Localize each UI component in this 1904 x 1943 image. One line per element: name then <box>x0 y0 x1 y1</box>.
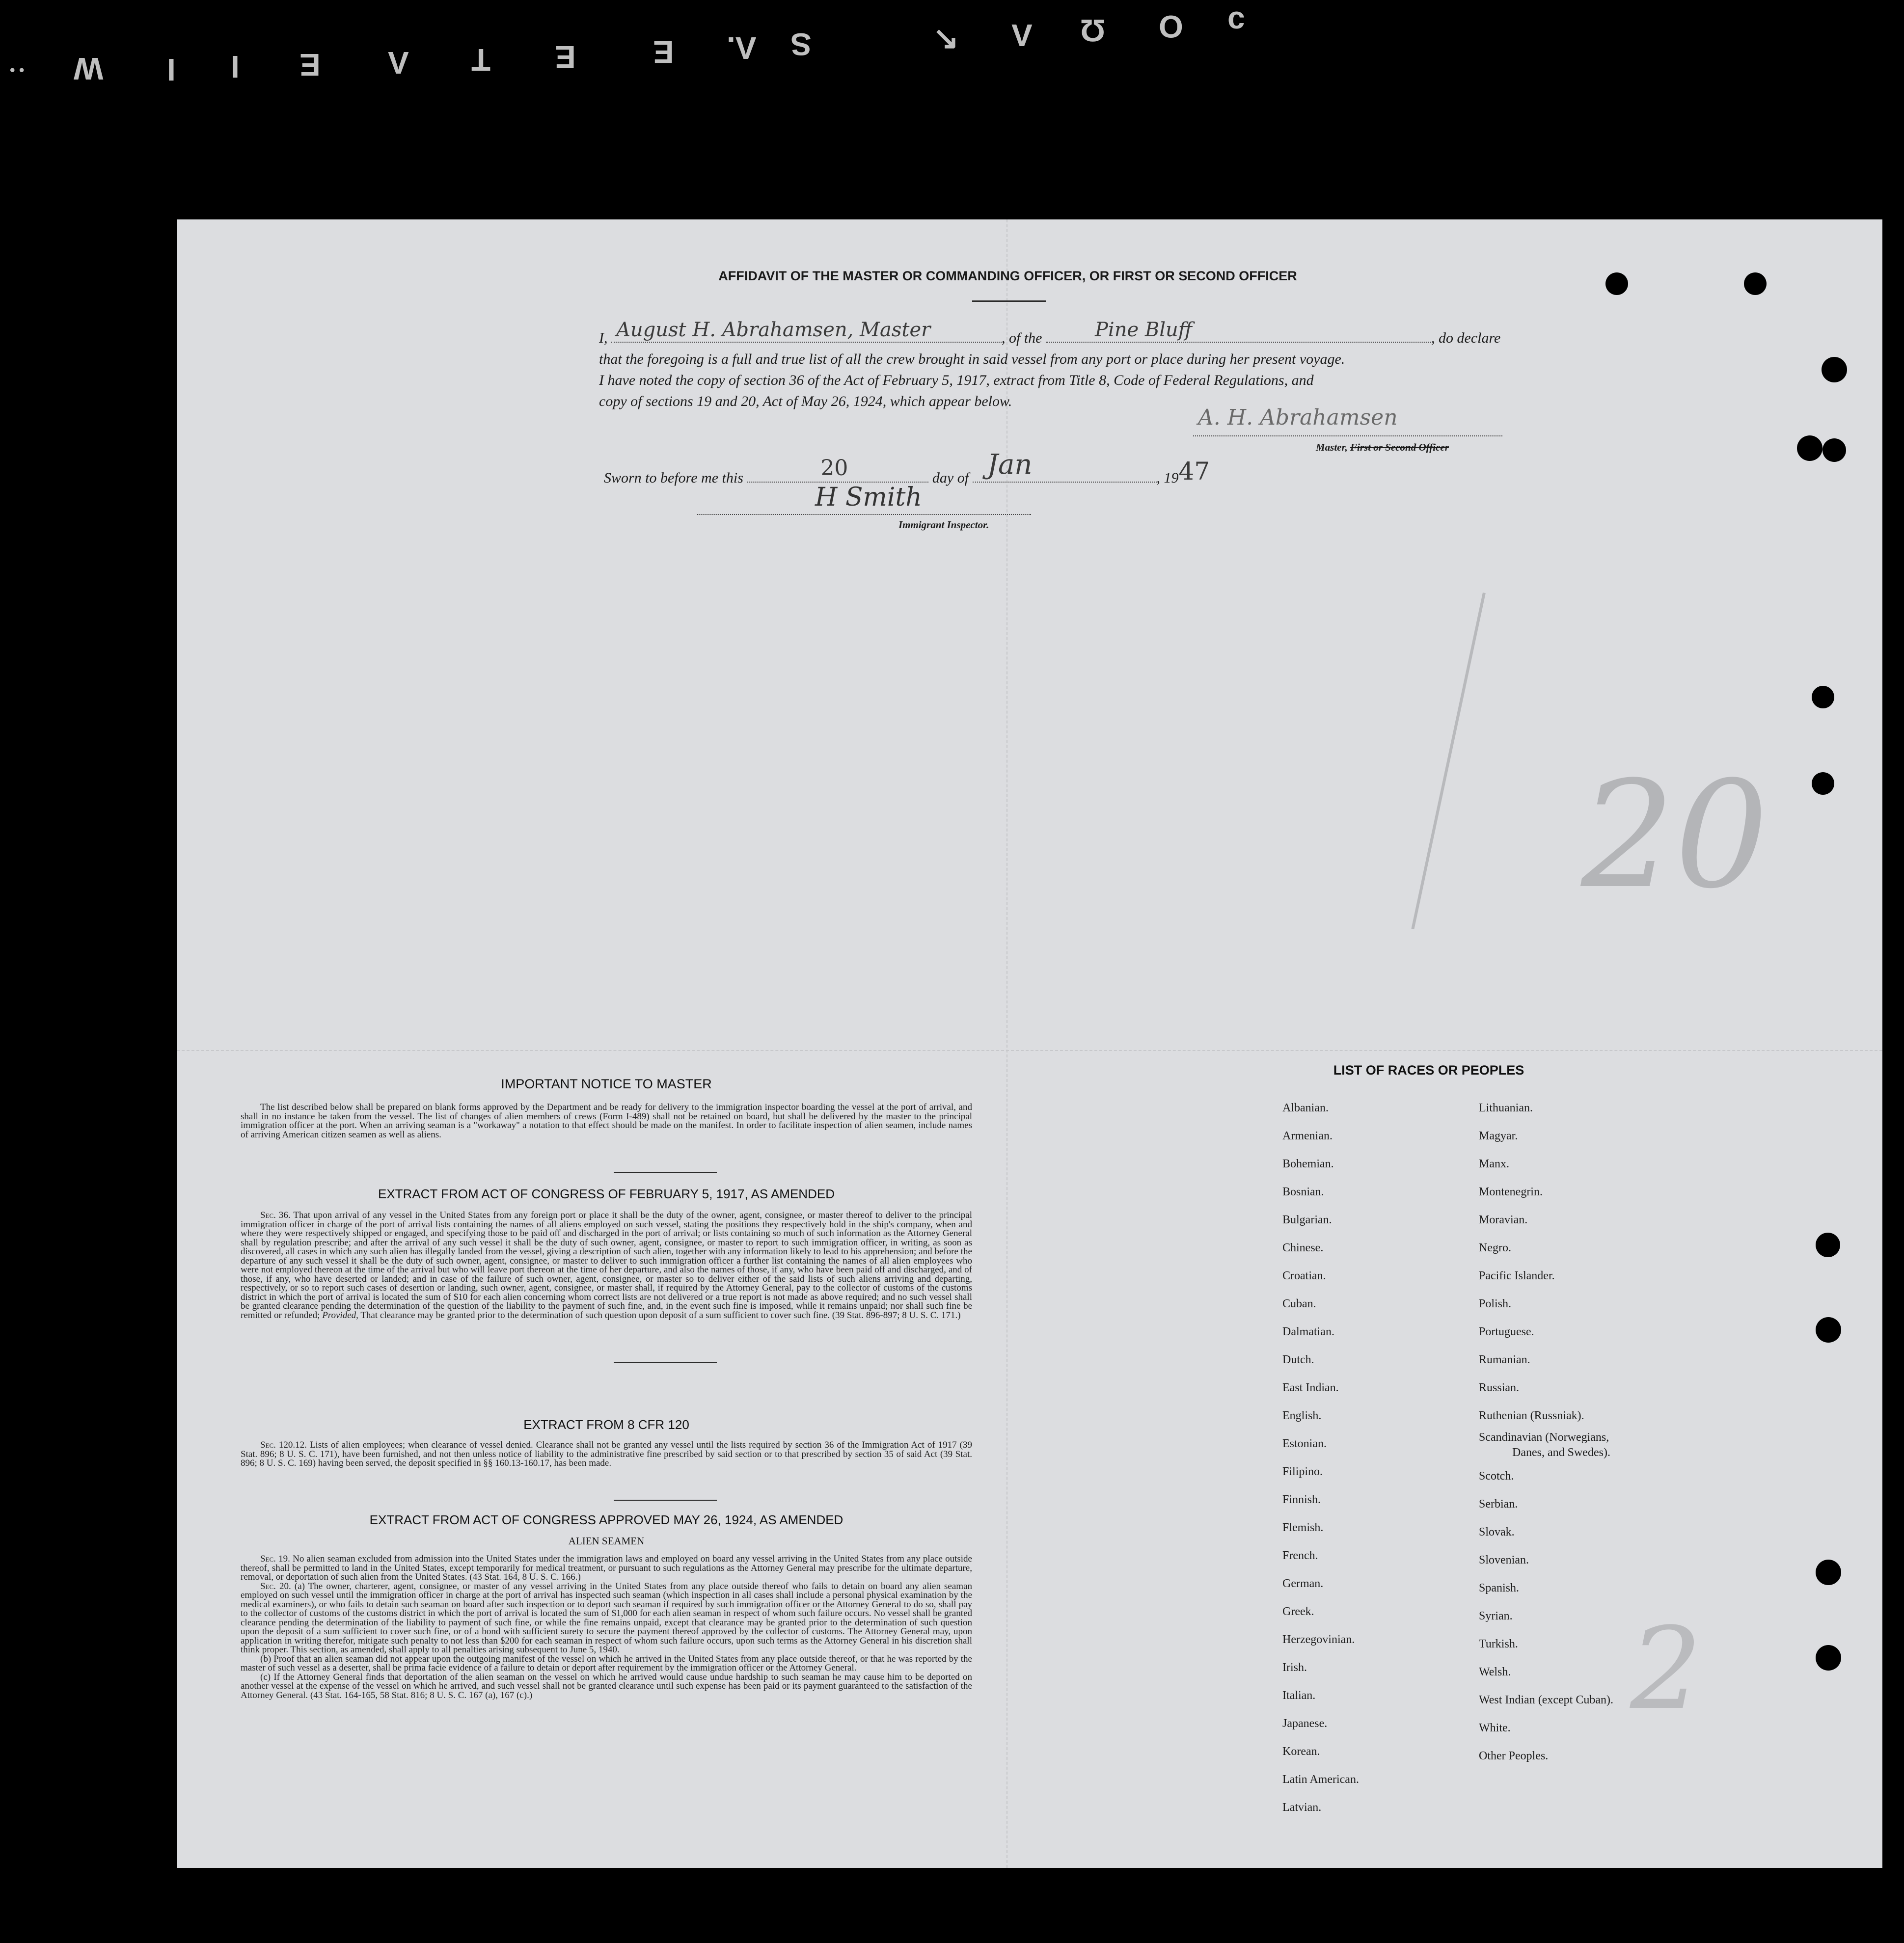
race-item: Croatian. <box>1282 1269 1326 1282</box>
affidavit-line-4: copy of sections 19 and 20, Act of May 26, 1924, which appear below. <box>599 393 1012 409</box>
race-item: Moravian. <box>1479 1214 1528 1226</box>
year-prefix: , 19 <box>1156 470 1179 486</box>
master-name-blank <box>611 319 1002 343</box>
extract-cfr-rule <box>614 1500 717 1501</box>
scan-mark: Λ. <box>727 30 757 66</box>
affidavit-line-3: I have noted the copy of section 36 of the Act of February 5, 1917, extract from Title 8, Code of Federal Regulations, and <box>599 372 1314 388</box>
vessel-name-handwritten: Pine Bluff <box>1095 319 1193 341</box>
race-item: Albanian. <box>1282 1102 1329 1114</box>
races-title: LIST OF RACES OR PEOPLES <box>1333 1063 1524 1078</box>
do-declare-label: , do declare <box>1431 330 1501 346</box>
punch-hole <box>1812 772 1834 795</box>
extract-1917-rule <box>614 1362 717 1363</box>
race-item: Bulgarian. <box>1282 1214 1332 1226</box>
punch-hole <box>1816 1645 1841 1671</box>
race-item: Flemish. <box>1282 1521 1324 1534</box>
punch-hole <box>1744 272 1767 295</box>
inspector-label: Immigrant Inspector. <box>898 519 989 531</box>
race-item: Dalmatian. <box>1282 1325 1334 1338</box>
notice-title: IMPORTANT NOTICE TO MASTER <box>501 1077 712 1091</box>
race-item-line: Scandinavian (Norwegians, <box>1479 1431 1609 1444</box>
sec-20a-text: (a) The owner, charterer, agent, consignee, or master of any vessel arriving in the United States from any place outside thereof who fails to detain on board any alien seaman employed on such vessel until the immigration officer in charge at the port of arrival has inspected such seaman (which inspection in all cases shall include a personal physical examination by the medical examiners), or who fails to detain such seaman on board after such inspection or to deport such seaman if required by such immigration officer or the Attorney General to do so, shall pay to the collector of customs of the customs district in which the port of arrival is located the sum of $1,000 for each alien seaman in respect of whom such failure occurs. No vessel shall be granted clearance pending the determination of the liability to payment of such fine, or while the fine remains unpaid, except that clearance may be granted prior to the determination of such question upon the deposit of a sum sufficient to cover such fine, or of a bond with sufficient surety to secure the payment thereof approved by the collector of customs. The Attorney General may, upon application in writing therefor, mitigate such penalty to not less than $200 for each seaman in respect of whom such failure occurs, upon such terms as the Attorney General in his discretion shall think proper. This section, as amended, shall apply to all penalties arising subsequent to June 5, 1940. <box>241 1581 973 1655</box>
scan-header-marks <box>0 0 1904 206</box>
race-item <box>1479 1430 1613 1462</box>
year-handwritten: 47 <box>1178 457 1210 486</box>
affidavit-line-2: that the foregoing is a full and true list of all the crew brought in said vessel from any port or place during her present voyage. <box>599 351 1345 367</box>
scan-mark: T <box>471 42 491 78</box>
sec-36-text: That upon arrival of any vessel in the United States from any foreign port or place it shall be the duty of the owner, agent, consignee, or master thereof to deliver to the principal immigration officer in charge of the port of arrival lists containing the names of all aliens employed on such vessel, stating the positions they respectively hold in the ship's company, when and where they were respectively shipped or engaged, and specifying those to be paid off and discharged in the port of arrival; or lists containing so much of such information as the Attorney General shall by regulation prescribe; and after the arrival of any such vessel it shall be the duty of such owner, agent, consignee, or master to report to such immigration officer, in writing, as soon as discovered, all cases in which any such alien has illegally landed from the vessel, giving a description of such alien, together with any information likely to lead to his apprehension; and before the departure of any such vessel it shall be the duty of such owner, agent, consignee, or master to deliver to such immigration officer a further list containing the names of all alien employees who were not employed thereon at the time of the arrival but who will leave port thereon at the time of her departure, and also the names of those, if any, who have been paid off and discharged, and of those, if any, who have deserted or landed; and in case of the failure of such owner, agent, consignee, or master so to deliver either of the said lists of such aliens arriving and departing, respectively, or so to report such cases of desertion or landing, such owner, agent, consignee, or master shall, if required by the Attorney General, pay to the collector of customs of the customs district in which the port of arrival is located the sum of $10 for each alien concerning whom correct lists are not delivered or a true report is not made as above required; and no such vessel shall be granted clearance pending the determination of the question of the liability to the payment of such fine, and, in the event such fine is imposed, while it remains unpaid; nor shall such fine be remitted or refunded; <box>241 1210 972 1321</box>
form-page <box>177 219 1882 1868</box>
proviso-word: Provided, <box>322 1310 358 1321</box>
race-item: Cuban. <box>1282 1297 1316 1310</box>
scan-mark: I <box>167 52 176 87</box>
extract-cfr-text <box>241 1441 972 1468</box>
race-item: Spanish. <box>1479 1582 1520 1594</box>
extract-cfr-paragraph <box>241 1441 972 1468</box>
punch-hole <box>1605 272 1628 295</box>
race-item: Filipino. <box>1282 1465 1323 1478</box>
race-item: Greek. <box>1282 1605 1314 1618</box>
scan-mark: S <box>790 27 812 62</box>
scan-mark: ↄ <box>1227 5 1245 40</box>
scan-mark: • • <box>10 62 25 78</box>
sworn-label: Sworn to before me this <box>604 470 743 486</box>
extract-1924-title: EXTRACT FROM ACT OF CONGRESS APPROVED MAY 26, 1924, AS AMENDED <box>369 1512 843 1527</box>
sec-20-label: Sec. 20. <box>260 1581 291 1592</box>
race-item: Slovak. <box>1479 1526 1515 1538</box>
sec-120-label: Sec. 120.12. <box>260 1440 307 1450</box>
extract-1917-paragraph <box>241 1211 972 1320</box>
scan-mark: ↖ <box>933 23 959 58</box>
race-item: Estonian. <box>1282 1437 1327 1450</box>
title-rule <box>972 300 1046 302</box>
punch-hole <box>1822 438 1846 462</box>
punch-hole <box>1816 1560 1841 1585</box>
races-column-2 <box>1479 1094 1613 1770</box>
race-item: Korean. <box>1282 1745 1320 1758</box>
scan-mark: E <box>555 39 576 75</box>
day-of-label: day of <box>932 470 969 486</box>
punch-hole <box>1816 1233 1840 1257</box>
extract-1917-text <box>241 1211 972 1320</box>
race-item: French. <box>1282 1549 1318 1562</box>
race-item: Syrian. <box>1479 1610 1513 1622</box>
race-item: Welsh. <box>1479 1666 1511 1678</box>
month-handwritten: Jan <box>987 449 1033 481</box>
race-item: Latin American. <box>1282 1773 1359 1786</box>
race-item: Turkish. <box>1479 1638 1518 1650</box>
extract-cfr-title: EXTRACT FROM 8 CFR 120 <box>523 1417 689 1432</box>
sec-19-paragraph <box>241 1555 972 1582</box>
master-signature-line <box>1193 435 1502 436</box>
race-item: Lithuanian. <box>1479 1102 1533 1114</box>
notice-rule <box>614 1172 717 1173</box>
race-item: Portuguese. <box>1479 1325 1534 1338</box>
sec-19-text: No alien seaman excluded from admission into the United States under the immigration laws and employed on board any vessel arriving in the United States from any place outside thereof, shall be permitted to land in the United States, except temporarily for medical treatment, or pursuant to such regulations as the Attorney General may prescribe for the ultimate departure, removal, or deportation of such alien from the United States. (43 Stat. 164, 8 U. S. C. 166.) <box>241 1554 972 1582</box>
race-item: German. <box>1282 1577 1324 1590</box>
race-item: Bosnian. <box>1282 1186 1324 1198</box>
race-item: Manx. <box>1479 1158 1509 1170</box>
race-item: Japanese. <box>1282 1717 1328 1730</box>
race-item: Slovenian. <box>1479 1554 1529 1566</box>
race-item: Magyar. <box>1479 1130 1518 1142</box>
affidavit-title: AFFIDAVIT OF THE MASTER OR COMMANDING OFFICER, OR FIRST OR SECOND OFFICER <box>718 269 1297 283</box>
master-title-label <box>1316 441 1449 454</box>
pencil-corner-mark: 2 <box>1630 1604 1702 1735</box>
sec-19-label: Sec. 19. <box>260 1554 290 1564</box>
race-item: Negro. <box>1479 1241 1511 1254</box>
day-blank <box>747 456 928 483</box>
of-the-label: , of the <box>1002 330 1042 346</box>
race-item: Montenegrin. <box>1479 1186 1543 1198</box>
scan-mark: W <box>74 51 104 86</box>
pencil-slash <box>1411 593 1485 929</box>
race-item: Latvian. <box>1282 1801 1322 1814</box>
extract-1924-text <box>241 1555 972 1700</box>
pronoun: I, <box>599 330 608 346</box>
notice-paragraph: The list described below shall be prepared on blank forms approved by the Department and be ready for delivery to the immigration inspector boarding the vessel at the port of arrival, and shall in no instance be taken from the vessel. The list of changes of alien members of crews (Form I-489) shall not be retained on board, but shall be delivered by the master to the principal immigration officer at the port. When an arriving seaman is a "workaway" a notation to that effect should be made on the manifest. In order to facilitate inspection of alien seamen, include names of arriving American citizen seamen as well as aliens. <box>241 1102 972 1140</box>
day-handwritten: 20 <box>820 456 848 481</box>
race-item: Scotch. <box>1479 1470 1514 1483</box>
race-item: Ruthenian (Russniak). <box>1479 1409 1584 1422</box>
sec-120-text: Lists of alien employees; when clearance of vessel denied. Clearance shall not be granted any vessel until the lists required by section 36 of the Immigration Act of 1917 (39 Stat. 896; 8 U. S. C. 171), have been furnished, and not then unless notice of liability to the administrative fine prescribed by said section or to that prescribed by section 35 of said Act (39 Stat. 896; 8 U. S. C. 169) having been served, the deposit specified in §§ 160.13-160.17, has been made. <box>241 1440 973 1468</box>
race-item: Rumanian. <box>1479 1353 1530 1366</box>
inspector-signature: H Smith <box>815 483 922 512</box>
sec-20a-paragraph <box>241 1582 972 1655</box>
race-item: Polish. <box>1479 1297 1512 1310</box>
race-item: West Indian (except Cuban). <box>1479 1694 1613 1706</box>
extract-1924-subtitle: ALIEN SEAMEN <box>568 1535 645 1547</box>
punch-hole <box>1822 357 1847 382</box>
pencil-annotation-number: 20 <box>1581 750 1768 921</box>
race-item: Pacific Islander. <box>1479 1269 1555 1282</box>
race-item: Armenian. <box>1282 1130 1333 1142</box>
race-item: Dutch. <box>1282 1353 1314 1366</box>
race-item: Other Peoples. <box>1479 1750 1549 1762</box>
punch-hole <box>1816 1317 1841 1343</box>
struck-officer-label: First or Second Officer <box>1350 441 1449 453</box>
vessel-name-blank <box>1046 319 1431 343</box>
race-item: Russian. <box>1479 1381 1520 1394</box>
affidavit-body <box>599 319 1686 412</box>
inspector-signature-line <box>697 514 1031 515</box>
scan-mark: Λ <box>1011 18 1033 53</box>
sec-20b-paragraph: (b) Proof that an alien seaman did not appear upon the outgoing manifest of the vessel on which he arrived in the United States from any place outside thereof, or that he was reported by the master of such vessel as a deserter, shall be prima facie evidence of a failure to detain or deport after requirement by the immigration officer or the Attorney General. <box>241 1653 972 1673</box>
month-blank <box>973 449 1157 483</box>
fold-line-horizontal <box>177 1050 1882 1051</box>
scan-mark: E <box>653 34 674 70</box>
race-item: Irish. <box>1282 1661 1307 1674</box>
punch-hole <box>1812 686 1834 708</box>
race-item: White. <box>1479 1722 1511 1734</box>
race-item: East Indian. <box>1282 1381 1339 1394</box>
scan-mark: Λ <box>388 45 409 81</box>
race-item: Serbian. <box>1479 1498 1518 1511</box>
races-column-1 <box>1282 1094 1359 1822</box>
race-item: Italian. <box>1282 1689 1316 1702</box>
proviso-text: That clearance may be granted prior to the determination of such question upon deposit of a sum sufficient to cover such fine. (39 Stat. 896-897; 8 U. S. C. 171.) <box>360 1310 961 1321</box>
sec-20c-paragraph: (c) If the Attorney General finds that deportation of the alien seaman on the vessel on which he arrived would cause undue hardship to such seaman he may cause him to be deported on another vessel at the expense of the vessel on which he arrived, and such vessel shall not be granted clearance until such expense has been paid or its payment guaranteed to the satisfaction of the Attorney General. (43 Stat. 164-165, 58 Stat. 816; 8 U. S. C. 167 (a), 167 (c).) <box>241 1672 972 1700</box>
race-item: Finnish. <box>1282 1493 1321 1506</box>
scan-mark: O <box>1159 9 1183 44</box>
master-name-handwritten: August H. Abrahamsen, Master <box>616 319 931 341</box>
race-item: Bohemian. <box>1282 1158 1334 1170</box>
affidavit-line-1 <box>599 319 1686 349</box>
scan-mark: E <box>299 47 321 82</box>
scan-mark: I <box>231 49 240 84</box>
race-item: English. <box>1282 1409 1322 1422</box>
extract-1917-title: EXTRACT FROM ACT OF CONGRESS OF FEBRUARY 5, 1917, AS AMENDED <box>378 1187 835 1201</box>
scan-mark: Ω <box>1080 13 1106 48</box>
master-label: Master, <box>1316 441 1348 453</box>
punch-hole <box>1797 435 1822 461</box>
master-signature: A. H. Abrahamsen <box>1198 405 1398 430</box>
race-item: Herzegovinian. <box>1282 1633 1355 1646</box>
race-item: Chinese. <box>1282 1241 1324 1254</box>
race-item-line: Danes, and Swedes). <box>1512 1446 1610 1459</box>
sec-36-label: Sec. 36. <box>260 1210 291 1220</box>
notice-text <box>241 1103 972 1139</box>
